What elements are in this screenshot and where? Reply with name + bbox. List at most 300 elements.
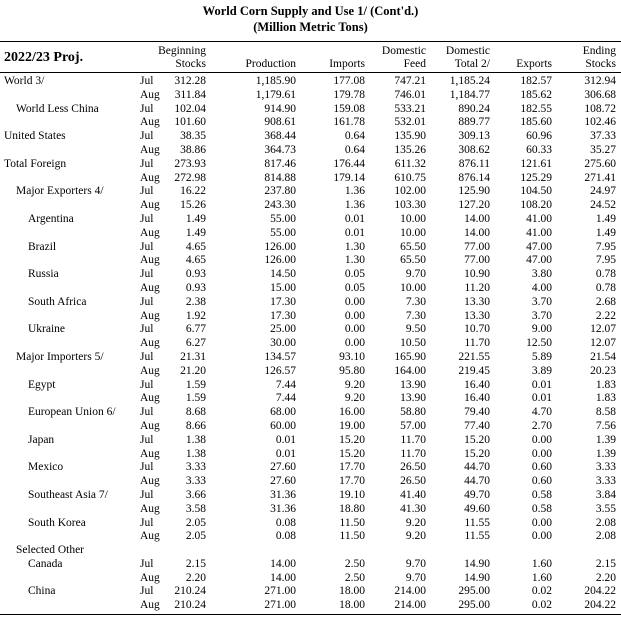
cell-production: 126.00 — [264, 240, 296, 253]
cell-domestic-total: 16.40 — [464, 392, 490, 405]
cell-ending-stocks: 1.49 — [595, 212, 616, 225]
table-row — [0, 103, 621, 117]
cell-production: 908.61 — [264, 116, 296, 129]
table-row — [0, 489, 621, 503]
table-row — [0, 144, 621, 158]
cell-beginning-stocks: 8.68 — [185, 406, 206, 419]
cell-domestic-total: 14.00 — [464, 226, 490, 239]
bottom-rule — [0, 614, 621, 615]
cell-domestic-feed: 41.40 — [400, 488, 426, 501]
row-month: Jul — [140, 350, 154, 363]
table-row — [0, 310, 621, 324]
row-month: Aug — [140, 475, 160, 488]
cell-ending-stocks: 2.20 — [595, 571, 616, 584]
table-row — [0, 323, 621, 337]
cell-exports: 60.33 — [526, 143, 552, 156]
cell-domestic-feed: 58.80 — [400, 406, 426, 419]
row-month: Jul — [140, 185, 154, 198]
cell-ending-stocks: 24.52 — [590, 199, 616, 212]
cell-beginning-stocks: 312.28 — [174, 75, 206, 87]
cell-imports: 17.70 — [339, 461, 365, 474]
row-month: Jul — [140, 157, 154, 170]
cell-ending-stocks: 0.78 — [595, 281, 616, 294]
col-header-beginning-stocks: Beginning Stocks — [158, 45, 206, 70]
row-label: Japan — [28, 433, 55, 446]
table-row — [0, 365, 621, 379]
row-month: Aug — [140, 116, 160, 129]
cell-beginning-stocks: 1.49 — [185, 226, 206, 239]
cell-imports: 161.78 — [333, 116, 365, 129]
cell-production: 271.00 — [264, 599, 296, 612]
row-month: Aug — [140, 281, 160, 294]
cell-ending-stocks: 312.94 — [584, 75, 616, 87]
row-month: Aug — [140, 88, 160, 101]
cell-exports: 12.50 — [526, 337, 552, 350]
row-month: Jul — [140, 130, 154, 143]
cell-exports: 182.55 — [520, 102, 552, 115]
cell-domestic-total: 11.55 — [464, 516, 490, 529]
cell-ending-stocks: 21.54 — [590, 350, 616, 363]
cell-exports: 47.00 — [526, 254, 552, 267]
cell-exports: 0.00 — [531, 530, 552, 543]
table-row — [0, 296, 621, 310]
cell-imports: 9.20 — [344, 392, 365, 405]
table-row — [0, 75, 621, 89]
cell-imports: 179.78 — [333, 88, 365, 101]
cell-imports: 0.00 — [344, 309, 365, 322]
table-title — [0, 3, 621, 35]
row-label: Total Foreign — [4, 157, 67, 170]
cell-exports: 3.70 — [531, 295, 552, 308]
cell-domestic-total: 77.40 — [464, 419, 490, 432]
row-label: Egypt — [28, 378, 56, 391]
cell-production: 17.30 — [270, 309, 296, 322]
row-month: Aug — [140, 447, 160, 460]
row-label: Mexico — [28, 461, 64, 474]
row-month: Jul — [140, 516, 154, 529]
cell-ending-stocks: 275.60 — [584, 157, 616, 170]
row-month: Aug — [140, 226, 160, 239]
cell-imports: 2.50 — [344, 571, 365, 584]
cell-imports: 1.30 — [344, 254, 365, 267]
row-month: Jul — [140, 461, 154, 474]
cell-ending-stocks: 7.95 — [595, 240, 616, 253]
cell-domestic-feed: 9.70 — [405, 557, 426, 570]
cell-domestic-feed: 9.70 — [405, 268, 426, 281]
cell-domestic-total: 79.40 — [464, 406, 490, 419]
cell-beginning-stocks: 6.27 — [185, 337, 206, 350]
cell-ending-stocks: 1.83 — [595, 378, 616, 391]
cell-production: 0.08 — [275, 516, 296, 529]
cell-production: 14.50 — [270, 268, 296, 281]
cell-domestic-total: 16.40 — [464, 378, 490, 391]
cell-exports: 185.60 — [520, 116, 552, 129]
cell-domestic-total: 15.20 — [464, 433, 490, 446]
cell-domestic-total: 44.70 — [464, 475, 490, 488]
cell-beginning-stocks: 1.38 — [185, 433, 206, 446]
cell-beginning-stocks: 3.66 — [185, 488, 206, 501]
row-label: Major Importers 5/ — [16, 350, 104, 363]
cell-domestic-feed: 65.50 — [400, 254, 426, 267]
cell-imports: 11.50 — [339, 530, 365, 543]
cell-beginning-stocks: 15.26 — [180, 199, 206, 212]
cell-exports: 0.01 — [531, 392, 552, 405]
cell-ending-stocks: 3.84 — [595, 488, 616, 501]
cell-production: 1,185.90 — [255, 75, 296, 87]
cell-ending-stocks: 1.83 — [595, 392, 616, 405]
cell-production: 126.00 — [264, 254, 296, 267]
table-row — [0, 116, 621, 130]
cell-exports: 0.02 — [531, 585, 552, 598]
cell-domestic-feed: 9.20 — [405, 530, 426, 543]
cell-domestic-feed: 746.01 — [394, 88, 426, 101]
cell-imports: 0.05 — [344, 268, 365, 281]
row-month: Aug — [140, 419, 160, 432]
cell-imports: 177.08 — [333, 75, 365, 87]
table-row — [0, 420, 621, 434]
cell-beginning-stocks: 1.38 — [185, 447, 206, 460]
cell-imports: 1.36 — [344, 185, 365, 198]
cell-ending-stocks: 2.08 — [595, 530, 616, 543]
cell-beginning-stocks: 21.31 — [180, 350, 206, 363]
table-row — [0, 213, 621, 227]
cell-imports: 1.30 — [344, 240, 365, 253]
cell-ending-stocks: 1.39 — [595, 447, 616, 460]
cell-exports: 121.61 — [520, 157, 552, 170]
cell-ending-stocks: 2.15 — [595, 557, 616, 570]
cell-domestic-total: 219.45 — [458, 364, 490, 377]
cell-imports: 0.05 — [344, 281, 365, 294]
cell-imports: 2.50 — [344, 557, 365, 570]
row-month: Aug — [140, 599, 160, 612]
cell-imports: 0.00 — [344, 323, 365, 336]
cell-exports: 0.02 — [531, 599, 552, 612]
table-body — [0, 75, 621, 613]
row-month: Aug — [140, 571, 160, 584]
cell-production: 27.60 — [270, 475, 296, 488]
cell-domestic-total: 221.55 — [458, 350, 490, 363]
cell-beginning-stocks: 2.20 — [185, 571, 206, 584]
cell-exports: 125.29 — [520, 171, 552, 184]
table-row — [0, 130, 621, 144]
cell-domestic-total: 889.77 — [458, 116, 490, 129]
cell-production: 27.60 — [270, 461, 296, 474]
cell-beginning-stocks: 0.93 — [185, 281, 206, 294]
cell-exports: 185.62 — [520, 88, 552, 101]
cell-beginning-stocks: 2.05 — [185, 516, 206, 529]
cell-domestic-feed: 102.00 — [394, 185, 426, 198]
cell-imports: 17.70 — [339, 475, 365, 488]
cell-exports: 0.58 — [531, 502, 552, 515]
cell-ending-stocks: 204.22 — [584, 599, 616, 612]
cell-domestic-total: 309.13 — [458, 130, 490, 143]
table-row — [0, 337, 621, 351]
row-month: Aug — [140, 337, 160, 350]
cell-exports: 3.70 — [531, 309, 552, 322]
cell-production: 25.00 — [270, 323, 296, 336]
row-month: Jul — [140, 212, 154, 225]
cell-production: 31.36 — [270, 488, 296, 501]
table-row — [0, 89, 621, 103]
cell-ending-stocks: 7.56 — [595, 419, 616, 432]
table-row — [0, 517, 621, 531]
row-label: Selected Other — [16, 544, 85, 557]
cell-domestic-total: 11.70 — [464, 337, 490, 350]
cell-production: 814.88 — [264, 171, 296, 184]
cell-domestic-feed: 26.50 — [400, 475, 426, 488]
cell-beginning-stocks: 210.24 — [174, 599, 206, 612]
cell-production: 60.00 — [270, 419, 296, 432]
cell-production: 237.80 — [264, 185, 296, 198]
cell-ending-stocks: 12.07 — [590, 337, 616, 350]
cell-beginning-stocks: 1.92 — [185, 309, 206, 322]
cell-domestic-total: 13.30 — [464, 295, 490, 308]
cell-ending-stocks: 20.23 — [590, 364, 616, 377]
cell-domestic-total: 11.55 — [464, 530, 490, 543]
cell-domestic-total: 11.20 — [464, 281, 490, 294]
cell-beginning-stocks: 38.35 — [180, 130, 206, 143]
cell-domestic-feed: 11.70 — [400, 447, 426, 460]
cell-beginning-stocks: 102.04 — [174, 102, 206, 115]
cell-beginning-stocks: 16.22 — [180, 185, 206, 198]
cell-ending-stocks: 3.33 — [595, 475, 616, 488]
cell-production: 17.30 — [270, 295, 296, 308]
row-month: Aug — [140, 309, 160, 322]
cell-domestic-total: 1,185.24 — [449, 75, 490, 87]
cell-exports: 3.80 — [531, 268, 552, 281]
table-row — [0, 448, 621, 462]
cell-exports: 0.00 — [531, 516, 552, 529]
cell-ending-stocks: 2.68 — [595, 295, 616, 308]
col-header-production: Production — [245, 57, 296, 70]
cell-domestic-total: 15.20 — [464, 447, 490, 460]
cell-beginning-stocks: 3.33 — [185, 475, 206, 488]
cell-production: 817.46 — [264, 157, 296, 170]
cell-ending-stocks: 3.55 — [595, 502, 616, 515]
cell-domestic-total: 14.90 — [464, 557, 490, 570]
period-label: 2022/23 Proj. — [4, 50, 84, 65]
cell-domestic-feed: 610.75 — [394, 171, 426, 184]
cell-beginning-stocks: 2.05 — [185, 530, 206, 543]
cell-beginning-stocks: 4.65 — [185, 240, 206, 253]
table-row — [0, 392, 621, 406]
cell-beginning-stocks: 38.86 — [180, 143, 206, 156]
cell-domestic-feed: 103.30 — [394, 199, 426, 212]
cell-beginning-stocks: 273.93 — [174, 157, 206, 170]
row-month: Jul — [140, 378, 154, 391]
cell-production: 55.00 — [270, 212, 296, 225]
row-month: Aug — [140, 171, 160, 184]
cell-beginning-stocks: 1.49 — [185, 212, 206, 225]
cell-exports: 1.60 — [531, 557, 552, 570]
row-month: Aug — [140, 199, 160, 212]
cell-ending-stocks: 108.72 — [584, 102, 616, 115]
table-row — [0, 475, 621, 489]
cell-domestic-total: 125.90 — [458, 185, 490, 198]
row-label: Argentina — [28, 212, 74, 225]
cell-ending-stocks: 204.22 — [584, 585, 616, 598]
col-header-ending-stocks: Ending Stocks — [582, 45, 616, 70]
cell-domestic-total: 876.11 — [458, 157, 490, 170]
cell-ending-stocks: 0.78 — [595, 268, 616, 281]
table-row — [0, 227, 621, 241]
cell-beginning-stocks: 6.77 — [185, 323, 206, 336]
row-month: Jul — [140, 268, 154, 281]
cell-domestic-feed: 10.00 — [400, 226, 426, 239]
cell-ending-stocks: 35.27 — [590, 143, 616, 156]
cell-beginning-stocks: 101.60 — [174, 116, 206, 129]
table-row — [0, 172, 621, 186]
row-label: Major Exporters 4/ — [16, 185, 104, 198]
row-month: Aug — [140, 530, 160, 543]
table-row — [0, 185, 621, 199]
row-label: United States — [4, 130, 66, 143]
cell-ending-stocks: 102.46 — [584, 116, 616, 129]
row-label: World 3/ — [4, 75, 45, 87]
table-row — [0, 351, 621, 365]
cell-production: 55.00 — [270, 226, 296, 239]
cell-imports: 176.44 — [333, 157, 365, 170]
title-line-2: (Million Metric Tons) — [253, 20, 368, 34]
cell-production: 0.08 — [275, 530, 296, 543]
cell-production: 126.57 — [264, 364, 296, 377]
row-month: Aug — [140, 392, 160, 405]
cell-domestic-feed: 214.00 — [394, 585, 426, 598]
cell-ending-stocks: 37.33 — [590, 130, 616, 143]
row-month: Jul — [140, 433, 154, 446]
row-month: Jul — [140, 557, 154, 570]
cell-domestic-total: 14.90 — [464, 571, 490, 584]
table-row — [0, 254, 621, 268]
cell-imports: 0.00 — [344, 337, 365, 350]
cell-domestic-total: 77.00 — [464, 240, 490, 253]
cell-production: 914.90 — [264, 102, 296, 115]
cell-imports: 1.36 — [344, 199, 365, 212]
cell-imports: 18.00 — [339, 585, 365, 598]
cell-beginning-stocks: 8.66 — [185, 419, 206, 432]
cell-exports: 0.01 — [531, 378, 552, 391]
cell-production: 1,179.61 — [255, 88, 296, 101]
cell-ending-stocks: 8.58 — [595, 406, 616, 419]
cell-production: 243.30 — [264, 199, 296, 212]
table-row — [0, 558, 621, 572]
cell-domestic-feed: 135.26 — [394, 143, 426, 156]
cell-domestic-feed: 9.50 — [405, 323, 426, 336]
cell-production: 0.01 — [275, 447, 296, 460]
row-label: World Less China — [16, 102, 99, 115]
row-month: Aug — [140, 364, 160, 377]
cell-domestic-feed: 611.32 — [394, 157, 426, 170]
cell-domestic-total: 49.70 — [464, 488, 490, 501]
cell-production: 15.00 — [270, 281, 296, 294]
cell-exports: 41.00 — [526, 226, 552, 239]
cell-domestic-total: 876.14 — [458, 171, 490, 184]
row-month: Jul — [140, 102, 154, 115]
cell-production: 0.01 — [275, 433, 296, 446]
cell-exports: 0.00 — [531, 433, 552, 446]
cell-domestic-feed: 13.90 — [400, 378, 426, 391]
cell-production: 7.44 — [275, 392, 296, 405]
cell-ending-stocks: 306.68 — [584, 88, 616, 101]
cell-imports: 18.80 — [339, 502, 365, 515]
cell-imports: 15.20 — [339, 433, 365, 446]
cell-domestic-feed: 65.50 — [400, 240, 426, 253]
cell-beginning-stocks: 2.15 — [185, 557, 206, 570]
col-header-domestic-feed: Domestic Feed — [381, 45, 426, 70]
table-row — [0, 503, 621, 517]
cell-ending-stocks: 3.33 — [595, 461, 616, 474]
cell-imports: 93.10 — [339, 350, 365, 363]
cell-imports: 9.20 — [344, 378, 365, 391]
cell-exports: 0.58 — [531, 488, 552, 501]
cell-production: 31.36 — [270, 502, 296, 515]
row-month: Jul — [140, 406, 154, 419]
cell-domestic-feed: 10.00 — [400, 281, 426, 294]
cell-beginning-stocks: 0.93 — [185, 268, 206, 281]
cell-domestic-feed: 135.90 — [394, 130, 426, 143]
cell-ending-stocks: 24.97 — [590, 185, 616, 198]
col-header-exports: Exports — [516, 57, 552, 70]
cell-ending-stocks: 12.07 — [590, 323, 616, 336]
header-rule — [0, 72, 621, 73]
cell-domestic-feed: 10.00 — [400, 212, 426, 225]
cell-beginning-stocks: 210.24 — [174, 585, 206, 598]
table-row — [0, 585, 621, 599]
title-line-1: World Corn Supply and Use 1/ (Cont'd.) — [202, 4, 419, 18]
top-rule — [0, 41, 621, 42]
cell-beginning-stocks: 4.65 — [185, 254, 206, 267]
cell-exports: 4.00 — [531, 281, 552, 294]
cell-exports: 5.89 — [531, 350, 552, 363]
cell-imports: 179.14 — [333, 171, 365, 184]
cell-beginning-stocks: 21.20 — [180, 364, 206, 377]
cell-beginning-stocks: 2.38 — [185, 295, 206, 308]
cell-domestic-feed: 164.00 — [394, 364, 426, 377]
cell-domestic-total: 10.90 — [464, 268, 490, 281]
col-header-imports: Imports — [329, 57, 365, 70]
cell-ending-stocks: 2.08 — [595, 516, 616, 529]
cell-exports: 3.89 — [531, 364, 552, 377]
cell-exports: 0.60 — [531, 461, 552, 474]
cell-domestic-feed: 13.90 — [400, 392, 426, 405]
cell-imports: 16.00 — [339, 406, 365, 419]
cell-exports: 41.00 — [526, 212, 552, 225]
table-row — [0, 530, 621, 544]
row-label: South Africa — [28, 295, 87, 308]
row-month: Aug — [140, 254, 160, 267]
cell-domestic-total: 295.00 — [458, 585, 490, 598]
row-month: Jul — [140, 75, 154, 87]
cell-imports: 0.64 — [344, 130, 365, 143]
table-row — [0, 199, 621, 213]
cell-exports: 1.60 — [531, 571, 552, 584]
cell-domestic-feed: 41.30 — [400, 502, 426, 515]
cell-ending-stocks: 1.49 — [595, 226, 616, 239]
table-row — [0, 379, 621, 393]
cell-ending-stocks: 7.95 — [595, 254, 616, 267]
cell-domestic-total: 295.00 — [458, 599, 490, 612]
cell-beginning-stocks: 3.58 — [185, 502, 206, 515]
cell-exports: 0.00 — [531, 447, 552, 460]
row-label: Russia — [28, 268, 59, 281]
cell-production: 368.44 — [264, 130, 296, 143]
cell-domestic-total: 890.24 — [458, 102, 490, 115]
row-label: Canada — [28, 557, 63, 570]
cell-domestic-feed: 11.70 — [400, 433, 426, 446]
cell-domestic-feed: 214.00 — [394, 599, 426, 612]
row-label: Ukraine — [28, 323, 66, 336]
row-label: Southeast Asia 7/ — [28, 488, 108, 501]
